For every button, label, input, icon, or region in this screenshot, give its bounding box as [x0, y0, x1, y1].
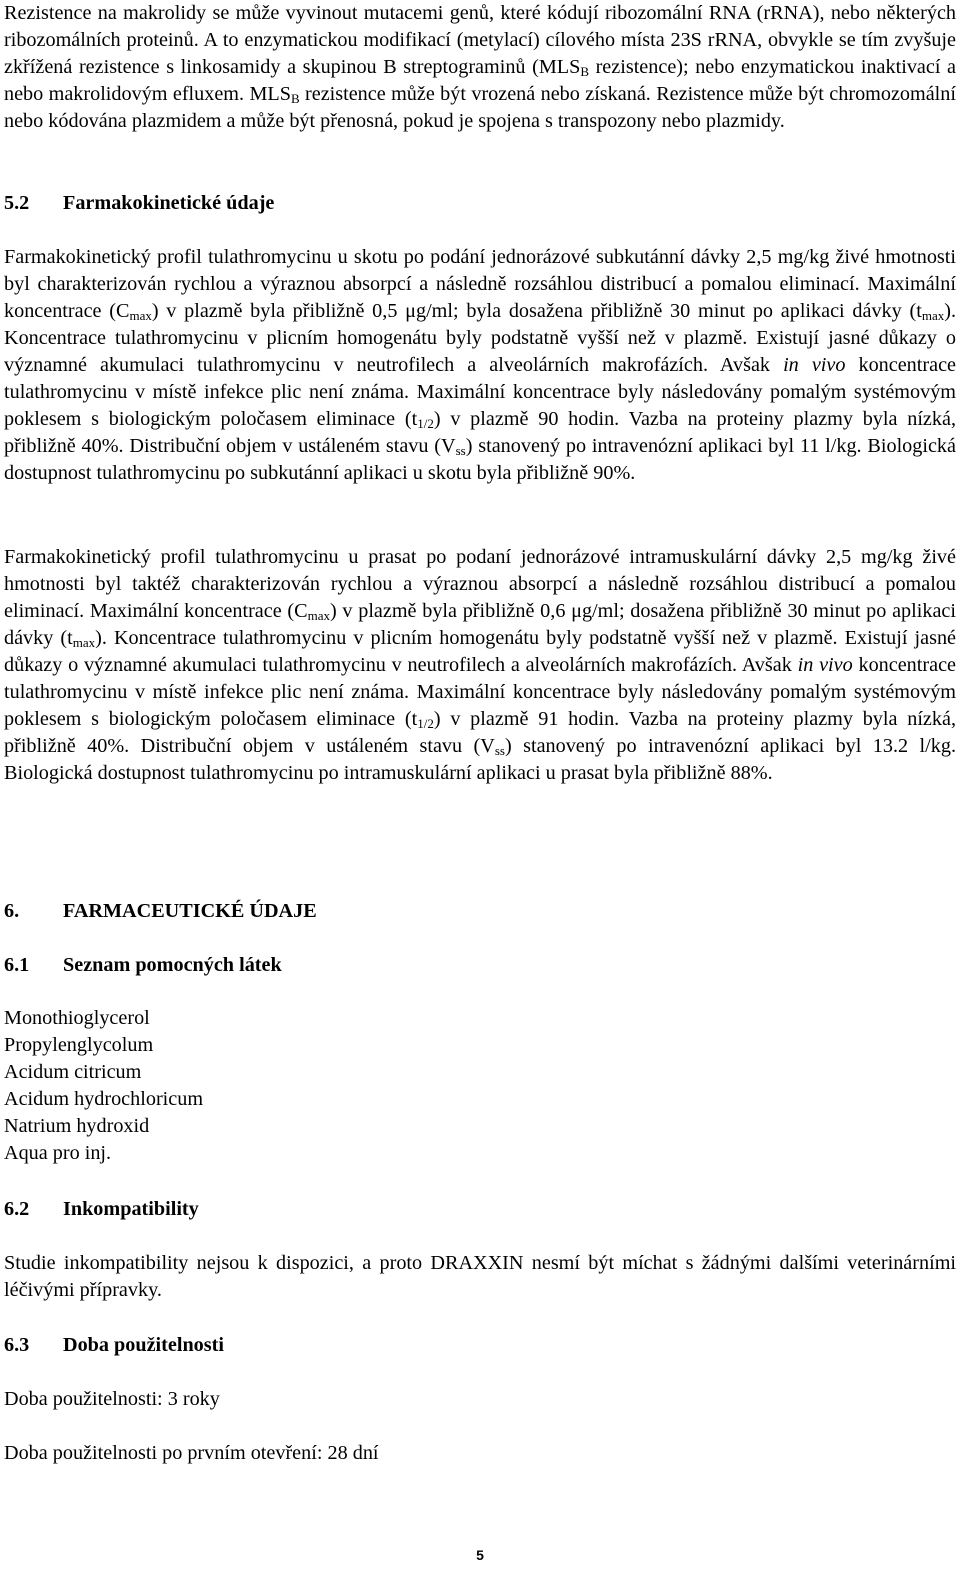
section-title: Seznam pomocných látek	[63, 954, 282, 976]
section-title: Doba použitelnosti	[63, 1334, 224, 1356]
shelf-life-after-opening-text: Doba použitelnosti po prvním otevření: 28 dní	[4, 1442, 379, 1464]
list-item: Acidum citricum	[4, 1061, 142, 1083]
list-item: Natrium hydroxid	[4, 1115, 150, 1137]
section-number: 6.	[4, 900, 20, 922]
section-6-3-heading	[4, 1332, 956, 1359]
section-6-heading	[4, 898, 956, 925]
section-number: 6.1	[4, 954, 30, 976]
section-number: 6.3	[4, 1334, 30, 1356]
section-title: Farmakokinetické údaje	[63, 192, 275, 214]
section-5-2-heading	[4, 190, 956, 217]
list-item: Monothioglycerol	[4, 1007, 150, 1029]
excipient-list	[4, 1005, 956, 1167]
section-6-2-heading	[4, 1196, 956, 1223]
resistance-paragraph: Rezistence na makrolidy se může vyvinout mutacemi genů, které kódují ribozomální RNA (rRNA), nebo některých ribozomálních proteinů. A to enzymatickou modifikací (metylací) cílového místa 23S rRNA, obvykle se tím zvyšuje zkřížená rezistence s linkosamidy a skupinou B streptograminů ($MLS_B$ rezistence); nebo enzymatickou inaktivací a nebo makrolidovým efluxem. $MLS_B$ rezistence může být vrozená nebo získaná. Rezistence může být chromozomální nebo kódována plazmidem a může být přenosná, pokud je spojena s transpozony nebo plazmidy.	[4, 2, 956, 132]
pharmacokinetics-cattle-paragraph: Farmakokinetický profil tulathromycinu u skotu po podání jednorázové subkutánní dávky 2,5 mg/kg živé hmotnosti byl charakterizován rychlou a výraznou absorpcí a následně rozsáhlou distribucí a pomalou eliminací. Maximální koncentrace $(C_{max})$ v plazmě byla přibližně 0,5 μg/ml; byla dosažena přibližně 30 minut po aplikaci dávky $(t_{max})$. Koncentrace tulathromycinu v plicním homogenátu byly podstatně vyšší než v plazmě. Existují jasné důkazy o významné akumulaci tulathromycinu v neutrofilech a alveolárních makrofázích. Avšak in vivo koncentrace tulathromycinu v místě infekce plic není známa. Maximální koncentrace byly následovány pomalým systémovým poklesem s biologickým poločasem eliminace $(t_{1/2})$ v plazmě 90 hodin. Vazba na proteiny plazmy byla nízká, přibližně 40%. Distribuční objem v ustáleném stavu $(V_{ss})$ stanovený po intravenózní aplikaci byl 11 l/kg. Biologická dostupnost tulathromycinu po subkutánní aplikaci u skotu byla přibližně 90%.	[4, 246, 956, 484]
list-item: Acidum hydrochloricum	[4, 1088, 204, 1110]
list-item: Propylenglycolum	[4, 1034, 154, 1056]
pharmacokinetics-pigs-paragraph: Farmakokinetický profil tulathromycinu u prasat po podaní jednorázové intramuskulární dávky 2,5 mg/kg živé hmotnosti byl taktéž charakterizován rychlou a výraznou absorpcí a následně rozsáhlou distribucí a pomalou eliminací. Maximální koncentrace $(C_{max})$ v plazmě byla přibližně 0,6 μg/ml; dosažena přibližně 30 minut po aplikaci dávky $(t_{max})$. Koncentrace tulathromycinu v plicním homogenátu byly podstatně vyšší než v plazmě. Existují jasné důkazy o významné akumulaci tulathromycinu v neutrofilech a alveolárních makrofázích. Avšak in vivo koncentrace tulathromycinu v místě infekce plic není známa. Maximální koncentrace byly následovány pomalým systémovým poklesem s biologickým poločasem eliminace $(t_{1/2})$ v plazmě 91 hodin. Vazba na proteiny plazmy byla nízká, přibližně 40%. Distribuční objem v ustáleném stavu $(V_{ss})$ stanovený po intravenózní aplikaci byl 13.2 l/kg. Biologická dostupnost tulathromycinu po intramuskulární aplikaci u prasat byla přibližně 88%.	[4, 546, 957, 784]
shelf-life-text: Doba použitelnosti: 3 roky	[4, 1388, 220, 1410]
section-number: 5.2	[4, 192, 30, 214]
section-number: 6.2	[4, 1198, 30, 1220]
section-title: FARMACEUTICKÉ ÚDAJE	[63, 900, 317, 922]
incompatibility-paragraph: Studie inkompatibility nejsou k dispozici, a proto DRAXXIN nesmí být míchat s žádnými dalšími veterinárními léčivými přípravky.	[4, 1252, 956, 1301]
section-title: Inkompatibility	[63, 1198, 199, 1220]
list-item: Aqua pro inj.	[4, 1142, 112, 1164]
page-number: 5	[476, 1547, 484, 1563]
section-6-1-heading	[4, 952, 956, 979]
